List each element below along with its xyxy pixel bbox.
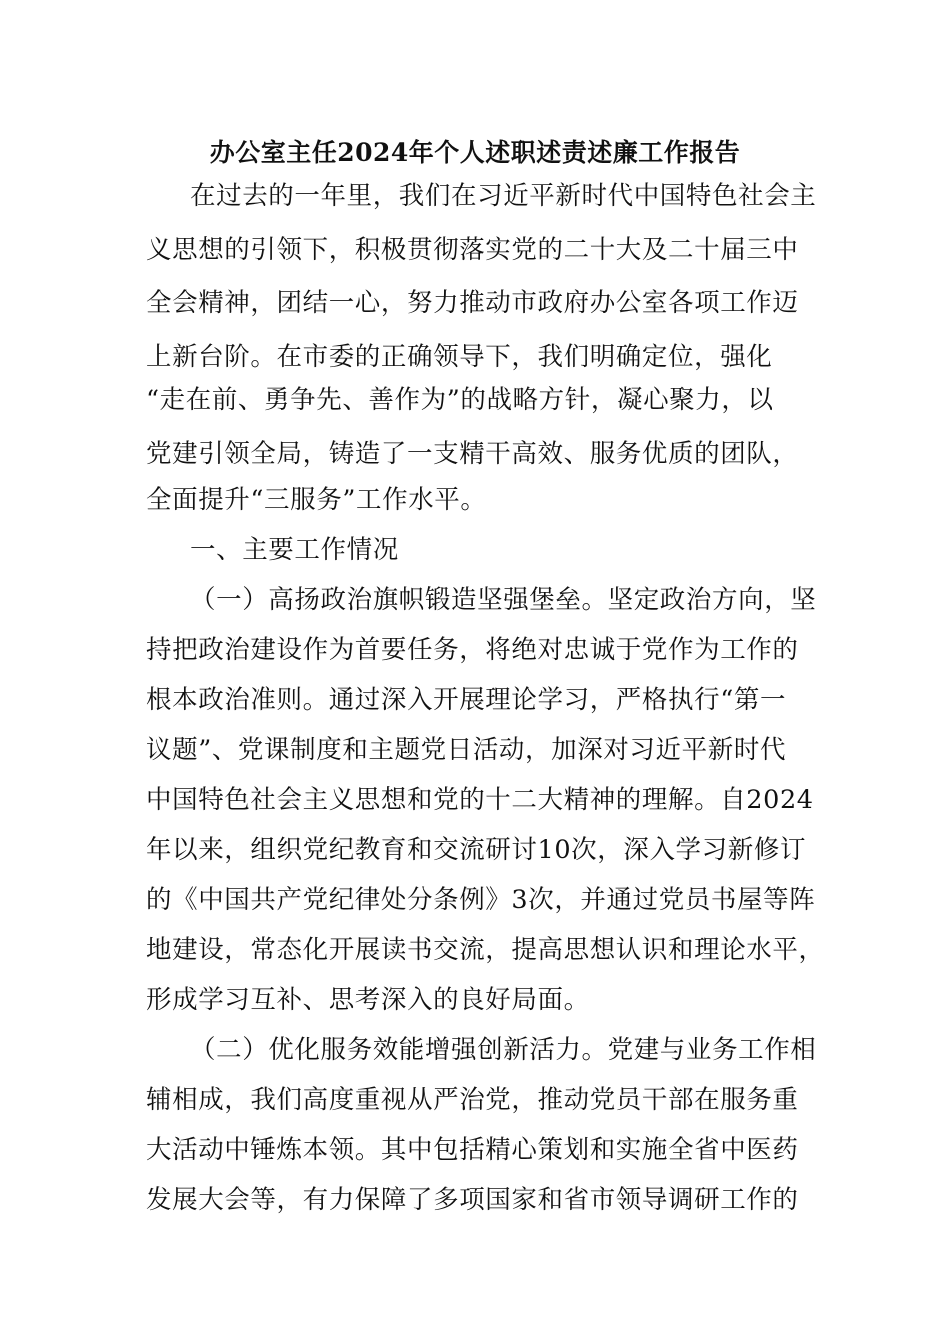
paragraph-line: 党建引领全局，铸造了一支精干高效、服务优质的团队， (146, 439, 799, 469)
paragraph-line: 持把政治建设作为首要任务，将绝对忠诚于党作为工作的 (146, 635, 799, 665)
paragraph-line: 全面提升“三服务”工作水平。 (146, 485, 487, 515)
section-heading: 一、主要工作情况 (190, 535, 399, 565)
paragraph-line: 的《中国共产党纪律处分条例》3次，并通过党员书屋等阵 (146, 885, 816, 915)
paragraph-line: 地建设，常态化开展读书交流，提高思想认识和理论水平， (146, 935, 825, 965)
paragraph-line: （二）优化服务效能增强创新活力。党建与业务工作相 (190, 1035, 817, 1065)
paragraph-line: （一）高扬政治旗帜锻造坚强堡垒。坚定政治方向，坚 (190, 585, 817, 615)
paragraph-line: 全会精神，团结一心，努力推动市政府办公室各项工作迈 (146, 288, 799, 318)
paragraph-line: 在过去的一年里，我们在习近平新时代中国特色社会主 (190, 181, 817, 211)
document-title: 办公室主任2024年个人述职述责述廉工作报告 (209, 138, 741, 167)
paragraph-line: 形成学习互补、思考深入的良好局面。 (146, 985, 590, 1015)
paragraph-line: 义思想的引领下，积极贯彻落实党的二十大及二十届三中 (146, 235, 799, 265)
paragraph-line: “走在前、勇争先、善作为”的战略方针，凝心聚力，以 (146, 385, 774, 415)
paragraph-line: 中国特色社会主义思想和党的十二大精神的理解。自2024 (146, 785, 814, 815)
paragraph-line: 根本政治准则。通过深入开展理论学习，严格执行“第一 (146, 685, 787, 715)
paragraph-line: 年以来，组织党纪教育和交流研讨10次，深入学习新修订 (146, 835, 807, 865)
paragraph-line: 辅相成，我们高度重视从严治党，推动党员干部在服务重 (146, 1085, 799, 1115)
paragraph-line: 大活动中锤炼本领。其中包括精心策划和实施全省中医药 (146, 1135, 799, 1165)
paragraph-line: 议题”、党课制度和主题党日活动，加深对习近平新时代 (146, 735, 787, 765)
paragraph-line: 上新台阶。在市委的正确领导下，我们明确定位，强化 (146, 342, 773, 372)
paragraph-line: 发展大会等，有力保障了多项国家和省市领导调研工作的 (146, 1185, 799, 1215)
